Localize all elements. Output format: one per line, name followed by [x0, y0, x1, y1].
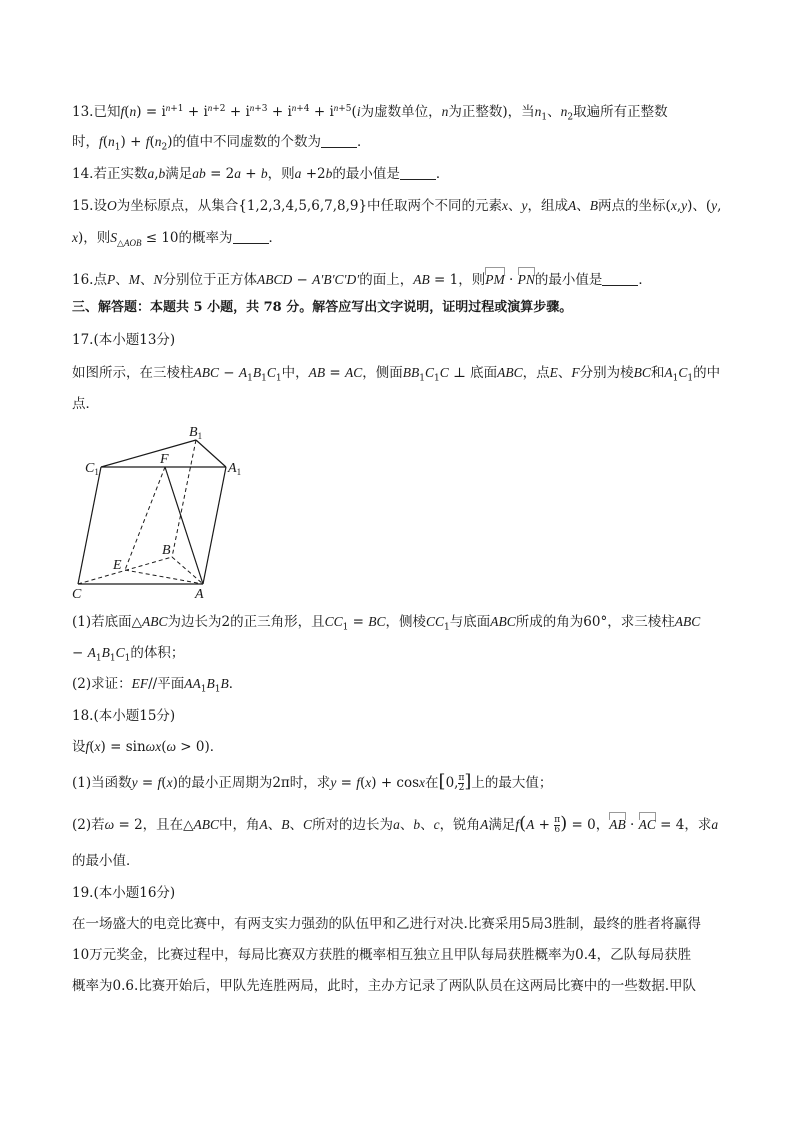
section-3-heading: 三、解答题：本题共 5 小题，共 78 分。解答应写出文字说明，证明过程或演算步骤。 [72, 300, 573, 315]
problem-13-line-1: 13.已知$f(n) = i^{n+1} + i^{n+2} + i^{n+3} + i^{n+4} + i^{n+5}(i$为虚数单位，n为正整数)，当$n_1$、$n_2$取遍所有正整数 [72, 102, 668, 123]
label-b1: $B_1$ [189, 425, 203, 441]
edge-c1-c [78, 467, 101, 584]
problem-18-heading: 18.(本小题15分) [72, 708, 176, 724]
problem-14: 14.若正实数a,b满足ab = 2a + b，则a +2b的最小值是 ． [72, 166, 450, 182]
problem-13-line-2: 时，$f(n_1) + f(n_2)$的值中不同虚数的个数为 ． [72, 134, 371, 153]
problem-18-part-2-line-1: (2)若ω = 2，且在△ABC中，角A、B、C所对的边长为a、b、c，锐角A满足f(A + $\frac{\pi}{6}$ ) = 0，AB · AC = 4，求a [72, 813, 719, 835]
segment-e-a-hidden [125, 570, 203, 584]
problem-19-heading: 19.(本小题16分) [72, 885, 176, 901]
problem-17-line-2: 点． [72, 396, 99, 412]
segment-f-a [165, 467, 203, 584]
label-e: E [113, 558, 122, 573]
label-c: C [72, 587, 82, 602]
edge-c1-b1 [101, 440, 196, 467]
problem-18-part-1: (1)当函数y = f(x)的最小正周期为2π时，求y = f(x) + cosx在[0, $\frac{\pi}{2}$ ]上的最大值； [72, 771, 553, 793]
problem-17-part-2: (2)求证：EF//平面$AA_1B_1B$． [72, 676, 243, 695]
segment-f-e-hidden [125, 467, 165, 570]
problem-17-heading: 17.(本小题13分) [72, 332, 176, 348]
label-c1: $C_1$ [85, 461, 99, 477]
label-a: A [195, 587, 204, 602]
problem-17-part-1-line-1: (1)若底面△ABC为边长为2的正三角形，且$CC_1$ = BC，侧棱$CC_1$与底面ABC所成的角为60°，求三棱柱ABC [72, 614, 701, 633]
problem-18-part-2-line-2: 的最小值． [72, 853, 140, 869]
problem-15-line-2: x)，则$S_{\triangle AOB} \le 10$的概率为 ． [72, 230, 283, 249]
problem-16: 16.点P、M、N分别位于正方体ABCD − A′B′C′D′的面上，AB = 1，则PM · PN的最小值是 ． [72, 268, 732, 290]
edge-b-a-hidden [172, 557, 203, 584]
problem-18-line-1: 设f(x) = sinωx(ω > 0)． [72, 739, 224, 755]
problem-19-line-1: 在一场盛大的电竞比赛中，有两支实力强劲的队伍甲和乙进行对决.比赛采用5局3胜制，最终的胜者将赢得 [72, 916, 701, 932]
edge-a1-a [203, 467, 226, 584]
problem-17-line-1: 如图所示，在三棱柱ABC − $A_1B_1C_1$中，AB = AC，侧面$BB_1C_1C$ ⊥ 底面ABC，点E、F分别为棱BC和$A_1C_1$的中 [72, 365, 721, 384]
label-a1: $A_1$ [228, 461, 242, 477]
label-f: F [160, 452, 169, 467]
edge-b1-b-hidden [172, 440, 196, 557]
problem-19-line-2: 10万元奖金，比赛过程中，每局比赛双方获胜的概率相互独立且甲队每局获胜概率为0.4，乙队每局获胜 [72, 947, 692, 963]
label-b: B [162, 543, 171, 558]
edge-b1-a1 [196, 440, 226, 467]
edge-c-b-hidden [78, 557, 172, 584]
problem-19-line-3: 概率为0.6.比赛开始后，甲队先连胜两局，此时，主办方记录了两队队员在这两局比赛中的一些数据.甲队 [72, 978, 697, 994]
problem-15-line-1: 15.设O为坐标原点，从集合{1,2,3,4,5,6,7,8,9}中任取两个不同的元素x、y，组成A、B两点的坐标(x,y)、(y, [72, 198, 722, 214]
problem-17-part-1-line-2: − $A_1B_1C_1$的体积； [72, 645, 185, 664]
